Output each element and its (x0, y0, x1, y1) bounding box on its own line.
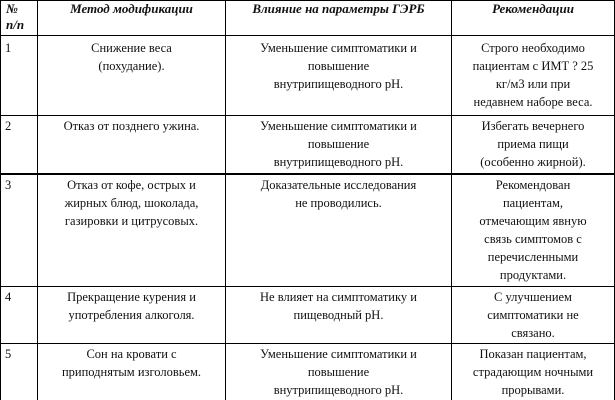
row-effect (226, 288, 451, 324)
text-line: пациентам, (502, 196, 564, 210)
text-line: недавнем наборе веса. (473, 95, 593, 109)
text-line: отмечающим явную (479, 214, 587, 228)
row-effect (226, 39, 451, 93)
text-line: Показан пациентам, (479, 347, 587, 361)
text-line: пациентам с ИМТ ? 25 (472, 59, 594, 73)
grid-line (0, 35, 615, 36)
text-line: Рекомендован (495, 178, 571, 192)
header-effect: Влияние на параметры ГЭРБ (252, 1, 425, 16)
row-effect (226, 345, 451, 399)
text-line: С улучшением (494, 290, 572, 304)
text-line: повышение (307, 59, 370, 73)
grid-line (0, 343, 615, 344)
text-line: страдающим ночными (472, 365, 594, 379)
text-line: пищеводный рН. (293, 308, 384, 322)
row-effect (226, 117, 451, 171)
header-number-line: № (6, 1, 18, 16)
row-number: 5 (5, 347, 12, 361)
text-line: повышение (307, 137, 370, 151)
row-number: 1 (5, 41, 12, 55)
header-recommendations: Рекомендации (492, 1, 574, 16)
row-number: 3 (5, 178, 12, 192)
text-line: газировки и цитрусовых. (64, 214, 199, 228)
row-recommendation (452, 288, 614, 342)
text-line: Прекращение курения и (67, 290, 196, 304)
row-method (38, 288, 225, 324)
text-line: внутрипищеводного рН. (273, 155, 404, 169)
text-line: Снижение веса (91, 41, 172, 55)
text-line: приема пищи (497, 137, 569, 151)
text-line: приподнятым изголовьем. (61, 365, 202, 379)
row-method (38, 176, 225, 230)
text-line: Уменьшение симптоматики и (260, 347, 417, 361)
row-method (38, 117, 225, 135)
row-method (38, 39, 225, 75)
text-line: Не влияет на симптоматику и (260, 290, 417, 304)
text-line: употребления алкоголя. (68, 308, 195, 322)
text-line: Избегать вечернего (481, 119, 585, 133)
row-recommendation (452, 176, 614, 284)
text-line: повышение (307, 365, 370, 379)
text-line: прорывами. (501, 383, 565, 397)
text-line: Уменьшение симптоматики и (260, 119, 417, 133)
grid-line (0, 173, 615, 175)
text-line: связь симптомов с (484, 232, 582, 246)
text-line: Уменьшение симптоматики и (260, 41, 417, 55)
header-method: Метод модификации (70, 1, 193, 16)
text-line: Отказ от кофе, острых и (67, 178, 196, 192)
grid-line (0, 0, 1, 400)
text-line: связано. (511, 326, 555, 340)
row-recommendation (452, 39, 614, 111)
text-line: (особенно жирной). (480, 155, 586, 169)
row-number: 2 (5, 119, 12, 133)
row-recommendation (452, 117, 614, 171)
header-number (6, 1, 36, 33)
text-line: Доказательные исследования (260, 178, 417, 192)
row-recommendation (452, 345, 614, 399)
text-line: Строго необходимо (481, 41, 585, 55)
text-line: Отказ от позднего ужина. (63, 119, 200, 133)
text-line: жирных блюд, шоколада, (64, 196, 199, 210)
text-line: внутрипищеводного рН. (273, 77, 404, 91)
row-effect (226, 176, 451, 212)
text-line: симптоматики не (487, 308, 579, 322)
text-line: перечисленными (487, 250, 579, 264)
text-line: кг/м3 или при (495, 77, 571, 91)
row-number: 4 (5, 290, 12, 304)
text-line: внутрипищеводного рН. (273, 383, 404, 397)
text-line: не проводились. (295, 196, 382, 210)
text-line: Сон на кровати с (86, 347, 177, 361)
text-line: (похудание). (98, 59, 165, 73)
header-number-line: п/п (6, 17, 25, 32)
text-line: продуктами. (499, 268, 567, 282)
grid-line (0, 115, 615, 116)
row-method (38, 345, 225, 381)
grid-line (0, 286, 615, 287)
